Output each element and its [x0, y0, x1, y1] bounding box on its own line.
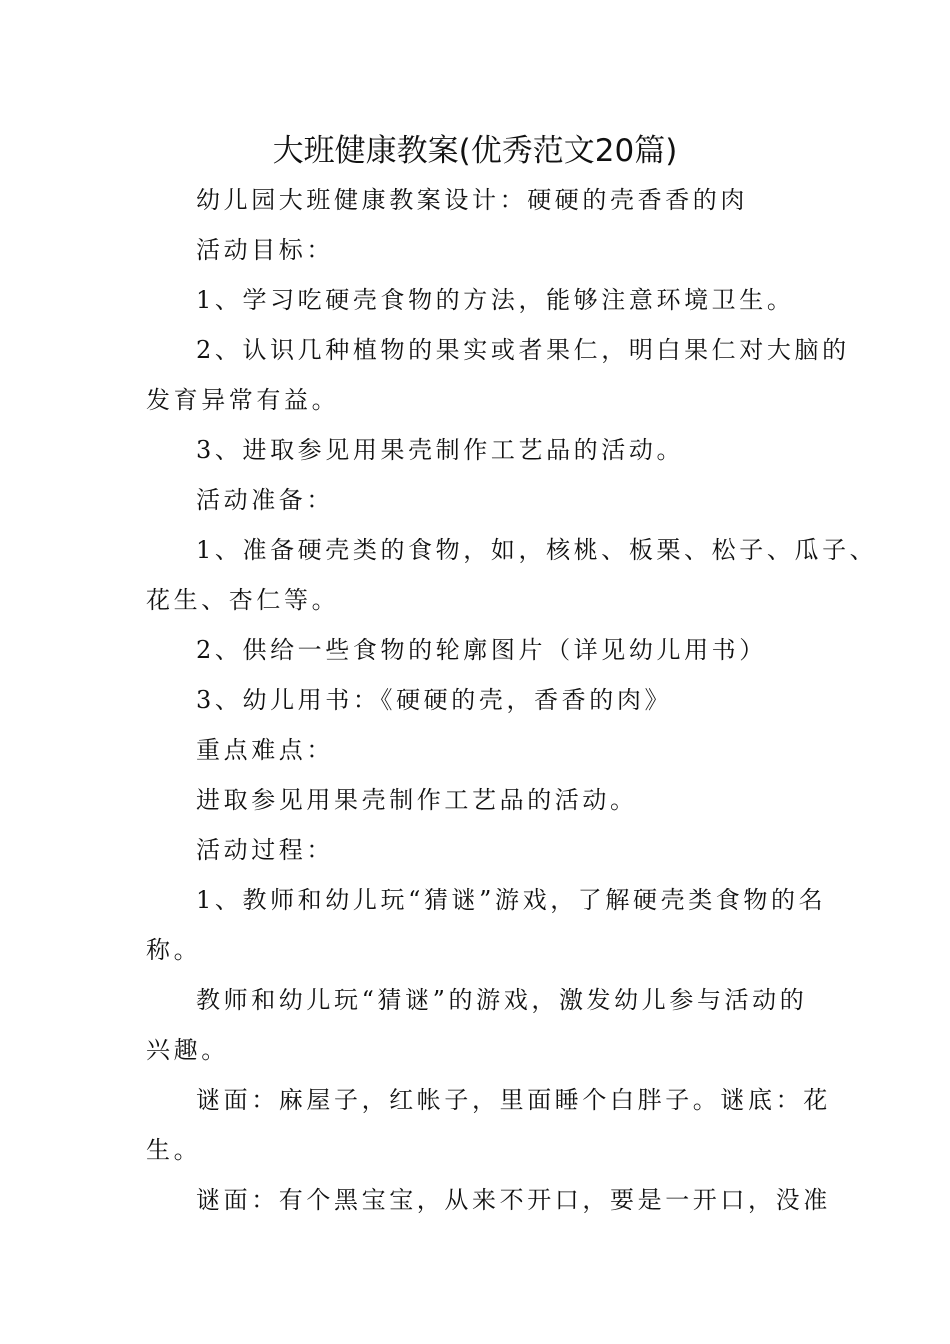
body-line: 活动过程： [196, 836, 334, 864]
body-line: 1、学习吃硬壳食物的方法，能够注意环境卫生。 [196, 286, 795, 314]
body-line: 进取参见用果壳制作工艺品的活动。 [196, 786, 638, 814]
body-line: 活动目标： [196, 236, 334, 264]
body-line: 重点难点： [196, 736, 334, 764]
document-title: 大班健康教案(优秀范文20篇) [272, 133, 678, 169]
body-line: 活动准备： [196, 486, 334, 514]
body-line: 兴趣。 [146, 1036, 229, 1064]
body-line: 称。 [146, 936, 202, 964]
body-line: 谜面：有个黑宝宝，从来不开口，要是一开口，没准 [196, 1186, 831, 1214]
body-line: 花生、杏仁等。 [146, 586, 340, 614]
body-line: 教师和幼儿玩“猜谜”的游戏，激发幼儿参与活动的 [196, 986, 808, 1014]
body-line: 生。 [146, 1136, 202, 1164]
body-line: 2、认识几种植物的果实或者果仁，明白果仁对大脑的 [196, 336, 850, 364]
body-line: 3、幼儿用书：《硬硬的壳，香香的肉》 [196, 686, 673, 714]
body-line: 谜面：麻屋子，红帐子，里面睡个白胖子。谜底：花 [196, 1086, 831, 1114]
body-line: 幼儿园大班健康教案设计：硬硬的壳香香的肉 [196, 186, 748, 214]
body-line: 3、进取参见用果壳制作工艺品的活动。 [196, 436, 685, 464]
body-line: 1、准备硬壳类的食物，如，核桃、板栗、松子、瓜子、 [196, 536, 878, 564]
body-line: 发育异常有益。 [146, 386, 340, 414]
body-line: 1、教师和幼儿玩“猜谜”游戏，了解硬壳类食物的名 [196, 886, 827, 914]
body-line: 2、供给一些食物的轮廓图片（详见幼儿用书） [196, 636, 767, 664]
